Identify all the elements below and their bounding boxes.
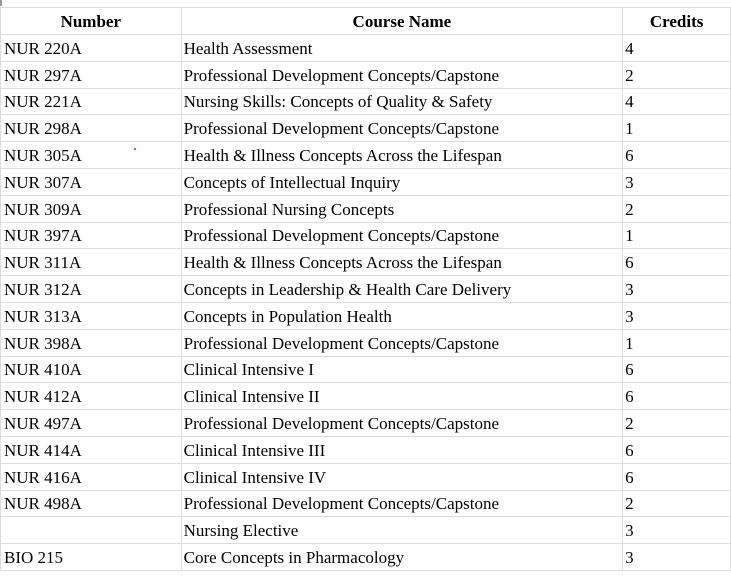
course-name-cell[interactable]: Professional Development Concepts/Capstone [181,329,623,356]
course-number-cell[interactable]: NUR 497A [1,410,182,437]
credits-cell[interactable]: 1 [623,222,731,249]
course-name-cell[interactable]: Clinical Intensive II [181,383,623,410]
header-course-name[interactable]: Course Name [181,8,623,35]
course-number-cell[interactable]: NUR 397A [1,222,182,249]
course-number-cell[interactable]: NUR 305A [1,142,182,169]
table-row [1,436,731,463]
table-row [1,249,731,276]
credits-cell[interactable]: 6 [623,383,731,410]
header-row [1,8,731,35]
header-number[interactable]: Number [1,8,182,35]
course-number-cell[interactable]: NUR 297A [1,61,182,88]
table-row [1,544,731,571]
course-number-cell[interactable]: NUR 311A [1,249,182,276]
credits-cell[interactable]: 2 [623,490,731,517]
course-name-cell[interactable]: Nursing Skills: Concepts of Quality & Safety [181,88,623,115]
credits-cell[interactable]: 6 [623,249,731,276]
credits-cell[interactable]: 6 [623,436,731,463]
table-row [1,410,731,437]
course-number-cell[interactable]: NUR 414A [1,436,182,463]
header-credits[interactable]: Credits [623,8,731,35]
credits-cell[interactable]: 3 [623,302,731,329]
credits-cell[interactable]: 3 [623,168,731,195]
course-number-cell[interactable]: NUR 410A [1,356,182,383]
course-name-cell[interactable]: Professional Nursing Concepts [181,195,623,222]
credits-cell[interactable]: 2 [623,410,731,437]
course-name-cell[interactable]: Clinical Intensive III [181,436,623,463]
course-name-cell[interactable]: Health & Illness Concepts Across the Lifespan [181,249,623,276]
table-row [1,222,731,249]
course-number-cell[interactable]: NUR 221A [1,88,182,115]
course-number-cell[interactable]: NUR 313A [1,302,182,329]
table-row [1,329,731,356]
credits-cell[interactable]: 1 [623,329,731,356]
course-number-cell[interactable]: NUR 220A [1,35,182,62]
course-name-cell[interactable]: Professional Development Concepts/Capstone [181,410,623,437]
course-name-cell[interactable]: Professional Development Concepts/Capstone [181,115,623,142]
credits-cell[interactable]: 2 [623,61,731,88]
course-name-cell[interactable]: Clinical Intensive IV [181,463,623,490]
course-number-cell[interactable]: NUR 412A [1,383,182,410]
course-name-cell[interactable]: Professional Development Concepts/Capstone [181,61,623,88]
credits-cell[interactable]: 1 [623,115,731,142]
credits-cell[interactable]: 3 [623,276,731,303]
table-row [1,383,731,410]
table-row [1,142,731,169]
course-name-cell[interactable]: Professional Development Concepts/Capstone [181,222,623,249]
course-number-cell[interactable]: NUR 298A [1,115,182,142]
table-row [1,88,731,115]
credits-cell[interactable]: 4 [623,35,731,62]
table-row [1,35,731,62]
course-number-cell[interactable]: NUR 398A [1,329,182,356]
course-name-cell[interactable]: Core Concepts in Pharmacology [181,544,623,571]
course-number-cell[interactable] [1,517,182,544]
table-row [1,115,731,142]
course-number-cell[interactable]: NUR 312A [1,276,182,303]
course-name-cell[interactable]: Concepts in Population Health [181,302,623,329]
course-name-cell[interactable]: Clinical Intensive I [181,356,623,383]
course-number-cell[interactable]: BIO 215 [1,544,182,571]
course-name-cell[interactable]: Health & Illness Concepts Across the Lifespan [181,142,623,169]
credits-cell[interactable]: 2 [623,195,731,222]
course-name-cell[interactable]: Professional Development Concepts/Capstone [181,490,623,517]
course-number-cell[interactable]: NUR 416A [1,463,182,490]
course-number-cell[interactable]: NUR 309A [1,195,182,222]
table-row [1,61,731,88]
course-name-cell[interactable]: Nursing Elective [181,517,623,544]
table-row [1,276,731,303]
cell-edge-marker [0,0,2,6]
table-row [1,302,731,329]
credits-cell[interactable]: 4 [623,88,731,115]
credits-cell[interactable]: 6 [623,463,731,490]
table-row [1,195,731,222]
course-table [0,7,731,571]
course-name-cell[interactable]: Health Assessment [181,35,623,62]
course-name-cell[interactable]: Concepts of Intellectual Inquiry [181,168,623,195]
course-number-cell[interactable]: NUR 307A [1,168,182,195]
table-row [1,517,731,544]
table-row [1,356,731,383]
table-row [1,490,731,517]
credits-cell[interactable]: 3 [623,517,731,544]
course-name-cell[interactable]: Concepts in Leadership & Health Care Delivery [181,276,623,303]
credits-cell[interactable]: 3 [623,544,731,571]
credits-cell[interactable]: 6 [623,356,731,383]
table-row [1,168,731,195]
table-row [1,463,731,490]
course-number-cell[interactable]: NUR 498A [1,490,182,517]
credits-cell[interactable]: 6 [623,142,731,169]
